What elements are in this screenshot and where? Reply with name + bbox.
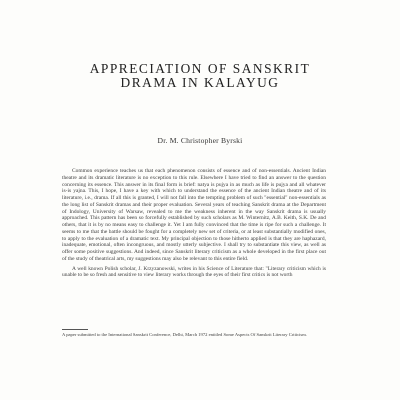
body-paragraph-1: Common experience teaches us that each phenomenon consists of essence and of non-essentials. Ancient Indian theatre and its dramatic literature is no exception to this rule. Elsewhere I have tried to find an answer to the question concerning its essence. This answer in its final form is brief: natya is pujya in as much as life is pujya and all whatever is-is yajna. This, I hope, I have a key with which to understand the essence of the ancient Indian theatre and of its literature, i.e., drama. If all this is granted, I will not fall into the tempting problem of such "essential" non-essentials as the long list of Sanskrit dramas and their proper evaluation. Several years of teaching Sanskrit drama at the Department of Indology, University of Warsaw, revealed to me the weakness inherent in the way Sanskrit drama is usually approached. This pattern has been so forcefully established by such scholars as M. Winternitz, A.B. Keith, S.K. De and others, that it is by no means easy to challenge it. Yet I am fully convinced that the time is ripe for such a challenge. It seems to me that the battle should be fought for a completely new set of criteria, or at least substantially modified ones, to apply to the evaluation of a dramatic text. My principal objection to those hitherto applied is that they are haphazard, inadequate, emotional, often incongruous, and mostly utterly subjective. I shall try to substantiate this view, as well as offer some positive suggestions. And indeed, since Sanskrit literary criticism as a whole developed in the first place out of the study of theatrical arts, my suggestions may also be relevant to this entire field. bbox=[62, 168, 326, 262]
title-line-1: APPRECIATION OF SANSKRIT bbox=[89, 61, 311, 76]
title-line-2: DRAMA IN KALAYUG bbox=[120, 75, 280, 90]
author-byline: Dr. M. Christopher Byrski bbox=[157, 136, 243, 145]
article-title bbox=[0, 62, 400, 90]
article-body bbox=[62, 168, 326, 279]
footnote: A paper submitted to the International Sanskrit Conference, Delhi, March 1972 entitled Some Aspects Of Sanskrit Literary Criticism. bbox=[62, 332, 307, 337]
footnote-divider bbox=[62, 329, 88, 330]
body-paragraph-2: A well known Polish scholar, J. Krzyzanowski, writes in his Science of Literature that: "Literary criticism which is unable to be so fresh and sensitive to view literary works through the eyes of their first critics is not worth bbox=[62, 265, 326, 279]
